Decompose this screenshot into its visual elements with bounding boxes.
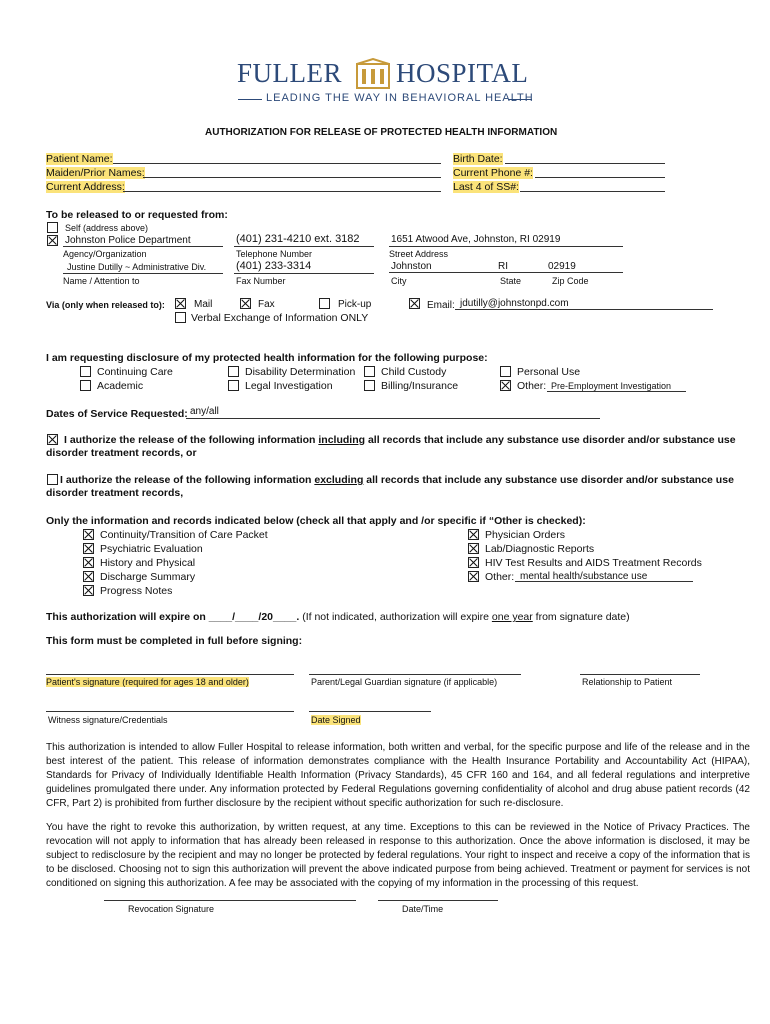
hipaa-paragraph: This authorization is intended to allow Fuller Hospital to release information, both written and verbal, for the specific purpose and life of the release and in the best interest of the patient. This release of information demonstrates compliance with the Health Insurance Portability and Accountability Act (HIPAA), Standards for Privacy of Individually Identifiable Health Information (Privacy Standards), 45 CFR 160 and 164, and all federal regulations and interpretive guidelines promulgated there under. Any information protected by Federal Regulations governing confidentiality of alcohol and drug abuse patient records (42 CFR, Part 2) is prohibited from further disclosure by the recipient without specific authorization for such re-disclosure. bbox=[46, 742, 750, 809]
mail-label: Mail bbox=[194, 299, 213, 310]
progress-notes-checkbox[interactable] bbox=[83, 585, 94, 596]
street-label: Street Address bbox=[389, 249, 449, 259]
telephone-label: Telephone Number bbox=[236, 249, 313, 259]
history-physical-label: History and Physical bbox=[100, 557, 196, 569]
fax-method-label: Fax bbox=[258, 299, 275, 310]
fax-value: (401) 233-3314 bbox=[236, 260, 312, 272]
telephone-value: (401) 231-4210 ext. 3182 bbox=[236, 233, 360, 245]
attention-value: Justine Dutilly ~ Administrative Div. bbox=[67, 262, 207, 272]
academic-label: Academic bbox=[97, 380, 144, 392]
history-physical-checkbox[interactable] bbox=[83, 557, 94, 568]
continuity-label: Continuity/Transition of Care Packet bbox=[100, 529, 268, 541]
date-signed-line[interactable] bbox=[309, 711, 431, 712]
including-checkbox[interactable] bbox=[47, 434, 58, 445]
logo-right-text: HOSPITAL bbox=[396, 58, 529, 88]
ssn-label: Last 4 of SS#: bbox=[453, 181, 519, 193]
current-address-label: Current Address: bbox=[46, 181, 125, 193]
continuing-care-label: Continuing Care bbox=[97, 366, 173, 378]
discharge-summary-label: Discharge Summary bbox=[100, 571, 196, 583]
records-other-label: Other: bbox=[485, 571, 515, 583]
revocation-signature-label: Revocation Signature bbox=[128, 904, 215, 914]
zip-label: Zip Code bbox=[552, 276, 589, 286]
patient-signature-label: Patient's signature (required for ages 18 and older) bbox=[46, 677, 249, 687]
state-label: State bbox=[500, 276, 522, 286]
lab-reports-label: Lab/Diagnostic Reports bbox=[485, 543, 595, 555]
personal-use-checkbox[interactable] bbox=[500, 366, 511, 377]
current-phone-label: Current Phone #: bbox=[453, 167, 533, 179]
lab-reports-checkbox[interactable] bbox=[468, 543, 479, 554]
date-signed-label: Date Signed bbox=[311, 715, 361, 725]
birth-date-label: Birth Date: bbox=[453, 153, 503, 165]
attention-label: Name / Attention to bbox=[63, 276, 140, 286]
pickup-checkbox[interactable] bbox=[319, 298, 330, 309]
legal-label: Legal Investigation bbox=[245, 380, 333, 392]
guardian-signature-label: Parent/Legal Guardian signature (if applicable) bbox=[311, 677, 498, 687]
birth-date-field[interactable] bbox=[505, 163, 665, 164]
current-phone-field[interactable] bbox=[535, 177, 665, 178]
records-other-checkbox[interactable] bbox=[468, 571, 479, 582]
expire-text: This authorization will expire on ____/____/20____. (If not indicated, authorization will expire one year from signature date) bbox=[46, 611, 630, 623]
hiv-records-checkbox[interactable] bbox=[468, 557, 479, 568]
maiden-name-field[interactable] bbox=[143, 177, 441, 178]
billing-label: Billing/Insurance bbox=[381, 380, 459, 392]
witness-signature-line[interactable] bbox=[46, 711, 294, 712]
verbal-checkbox[interactable] bbox=[175, 312, 186, 323]
organization-value: Johnston Police Department bbox=[65, 235, 191, 246]
records-other-value: mental health/substance use bbox=[520, 571, 648, 582]
patient-signature-line[interactable] bbox=[46, 674, 294, 675]
disability-checkbox[interactable] bbox=[228, 366, 239, 377]
pickup-label: Pick-up bbox=[338, 299, 372, 310]
custody-label: Child Custody bbox=[381, 366, 447, 378]
personal-use-label: Personal Use bbox=[517, 366, 581, 378]
current-address-field[interactable] bbox=[123, 191, 441, 192]
via-label: Via (only when released to): bbox=[46, 300, 165, 310]
self-checkbox[interactable] bbox=[47, 222, 58, 233]
email-checkbox[interactable] bbox=[409, 298, 420, 309]
physician-orders-checkbox[interactable] bbox=[468, 529, 479, 540]
billing-checkbox[interactable] bbox=[364, 380, 375, 391]
dates-label: Dates of Service Requested: bbox=[46, 408, 188, 420]
continuity-checkbox[interactable] bbox=[83, 529, 94, 540]
building-icon bbox=[355, 58, 391, 90]
logo-left-text: FULLER bbox=[237, 58, 343, 88]
excluding-text: I authorize the release of the following information excluding all records that include any substance use disorder and/or substance use bbox=[60, 474, 734, 486]
disability-label: Disability Determination bbox=[245, 366, 356, 378]
academic-checkbox[interactable] bbox=[80, 380, 91, 391]
verbal-label: Verbal Exchange of Information ONLY bbox=[191, 312, 369, 324]
maiden-name-label: Maiden/Prior Names: bbox=[46, 167, 145, 179]
self-label: Self (address above) bbox=[65, 223, 149, 233]
including-text: I authorize the release of the following information including all records that include any substance use disorder and/or substance use bbox=[64, 434, 736, 446]
progress-notes-label: Progress Notes bbox=[100, 585, 173, 597]
psych-eval-label: Psychiatric Evaluation bbox=[100, 543, 203, 555]
purpose-other-value: Pre-Employment Investigation bbox=[551, 381, 672, 391]
email-label: Email: bbox=[427, 300, 455, 311]
relationship-line[interactable] bbox=[580, 674, 700, 675]
form-title: AUTHORIZATION FOR RELEASE OF PROTECTED HEALTH INFORMATION bbox=[205, 127, 558, 138]
ssn-field[interactable] bbox=[520, 191, 665, 192]
revocation-date-label: Date/Time bbox=[402, 904, 444, 914]
including-text-line2: disorder treatment records, or bbox=[46, 447, 197, 459]
revocation-date-line[interactable] bbox=[378, 900, 498, 901]
city-value: Johnston bbox=[391, 261, 432, 272]
logo-tagline: LEADING THE WAY IN BEHAVIORAL HEALTH bbox=[266, 92, 534, 104]
legal-checkbox[interactable] bbox=[228, 380, 239, 391]
dates-value: any/all bbox=[190, 406, 219, 417]
revocation-paragraph: You have the right to revoke this authorization, by written request, at any time. Exceptions to this can be reviewed in the Notice of Privacy Practices. The revocation will not apply to information that has already been released in response to this authorization. Once the above information is disclosed, it may be subject to redisclosure by the recipient and may no longer be protected by federal regulations. Your right to inspect and receive a copy of the information that is to be disclosed. Choosing not to sign this authorization will prevent the above indicated purpose from being achieved. Treatment or payment for services is not conditioned on signing this authorization. A fee may be associated with the copying of my information in the processing of this request. bbox=[46, 822, 750, 889]
mail-checkbox[interactable] bbox=[175, 298, 186, 309]
patient-name-field[interactable] bbox=[113, 163, 441, 164]
organization-label: Agency/Organization bbox=[63, 249, 147, 259]
zip-value: 02919 bbox=[548, 261, 576, 272]
continuing-care-checkbox[interactable] bbox=[80, 366, 91, 377]
purpose-other-label: Other: bbox=[517, 380, 547, 392]
state-value: RI bbox=[498, 261, 508, 272]
city-label: City bbox=[391, 276, 407, 286]
excluding-text-line2: disorder treatment records, bbox=[46, 487, 184, 499]
excluding-checkbox[interactable] bbox=[47, 474, 58, 485]
fax-label: Fax Number bbox=[236, 276, 286, 286]
hiv-records-label: HIV Test Results and AIDS Treatment Records bbox=[485, 557, 702, 569]
email-value: jdutilly@johnstonpd.com bbox=[460, 298, 569, 309]
witness-signature-label: Witness signature/Credentials bbox=[48, 715, 168, 725]
patient-name-label: Patient Name: bbox=[46, 153, 113, 165]
purpose-heading: I am requesting disclosure of my protected health information for the following purpose: bbox=[46, 352, 488, 364]
custody-checkbox[interactable] bbox=[364, 366, 375, 377]
dates-field[interactable] bbox=[186, 418, 600, 419]
records-heading: Only the information and records indicated below (check all that apply and /or specific if “Other is checked): bbox=[46, 515, 586, 527]
release-heading: To be released to or requested from: bbox=[46, 209, 228, 221]
relationship-label: Relationship to Patient bbox=[582, 677, 673, 687]
street-value: 1651 Atwood Ave, Johnston, RI 02919 bbox=[391, 234, 561, 245]
discharge-summary-checkbox[interactable] bbox=[83, 571, 94, 582]
psych-eval-checkbox[interactable] bbox=[83, 543, 94, 554]
revocation-signature-line[interactable] bbox=[104, 900, 356, 901]
complete-notice: This form must be completed in full before signing: bbox=[46, 635, 303, 647]
purpose-other-checkbox[interactable] bbox=[500, 380, 511, 391]
guardian-signature-line[interactable] bbox=[309, 674, 521, 675]
physician-orders-label: Physician Orders bbox=[485, 529, 565, 541]
fax-checkbox[interactable] bbox=[240, 298, 251, 309]
organization-checkbox[interactable] bbox=[47, 235, 58, 246]
